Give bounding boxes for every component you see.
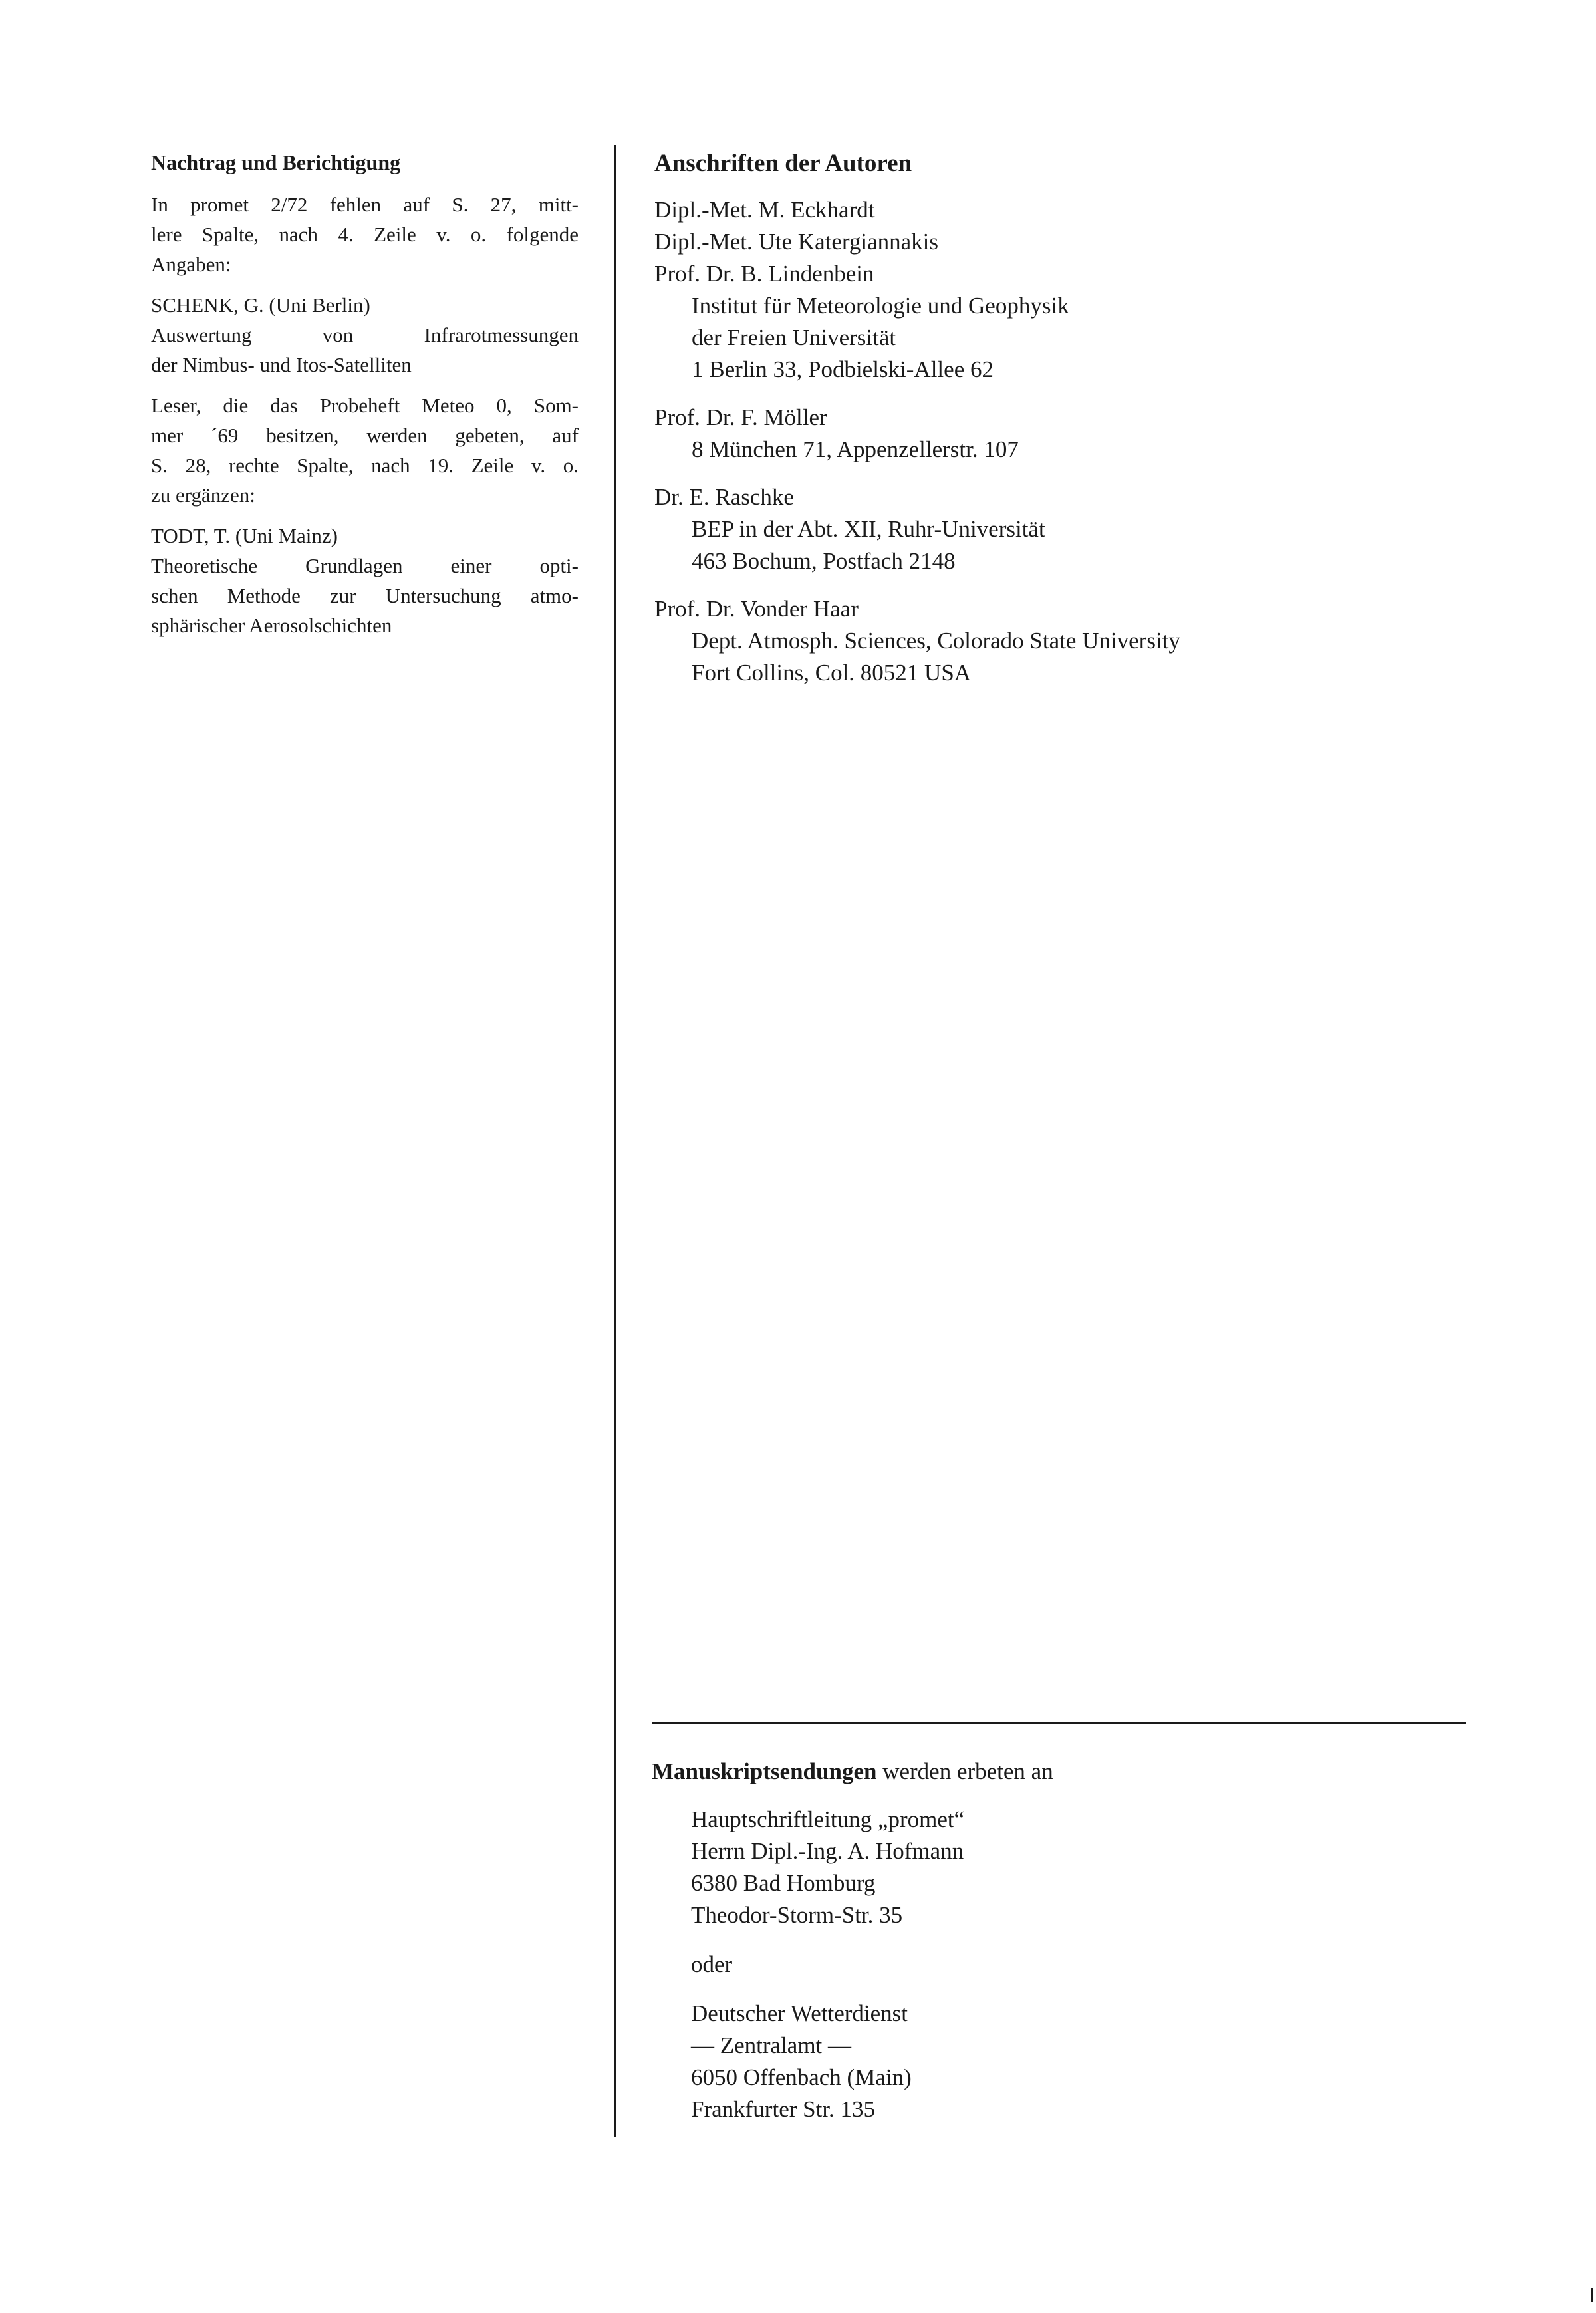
address-line: Deutscher Wetterdienst <box>691 2000 908 2026</box>
author-group-bochum <box>654 481 1472 577</box>
author-address-line: Fort Collins, Col. 80521 USA <box>692 660 972 686</box>
text-line: Leser, die das Probeheft Meteo 0, Som- <box>151 394 579 417</box>
text-line: lere Spalte, nach 4. Zeile v. o. folgende <box>151 223 579 246</box>
entry-title-line: Theoretische Grundlagen einer opti- <box>151 554 579 577</box>
author-group-colorado <box>654 593 1472 689</box>
text-line: S. 28, rechte Spalte, nach 19. Zeile v. o. <box>151 454 579 477</box>
author-name: Prof. Dr. B. Lindenbein <box>654 261 874 287</box>
author-address-line: Dept. Atmosph. Sciences, Colorado State University <box>692 628 1180 654</box>
author-address-line: 8 München 71, Appenzellerstr. 107 <box>692 436 1019 462</box>
text-line: zu ergänzen: <box>151 483 255 507</box>
manuscript-or <box>652 1949 1470 1980</box>
address-line: Frankfurter Str. 135 <box>691 2096 876 2122</box>
manuscript-submissions <box>652 1756 1470 2143</box>
author-address-line: der Freien Universität <box>692 325 896 350</box>
address-line: Theodor-Storm-Str. 35 <box>691 1902 903 1928</box>
entry-author: SCHENK, G. (Uni Berlin) <box>151 293 370 317</box>
text-line: In promet 2/72 fehlen auf S. 27, mitt- <box>151 193 579 216</box>
address-line: — Zentralamt — <box>691 2032 852 2058</box>
author-name: Prof. Dr. F. Möller <box>654 404 827 430</box>
manuscript-address-promet <box>652 1804 1470 1931</box>
corrections-column <box>151 148 579 651</box>
author-name: Dr. E. Raschke <box>654 484 794 510</box>
manuscript-address-dwd <box>652 1998 1470 2125</box>
address-line: 6050 Offenbach (Main) <box>691 2064 912 2090</box>
entry-author: TODT, T. (Uni Mainz) <box>151 524 338 547</box>
entry-title-line: der Nimbus- und Itos-Satelliten <box>151 353 412 376</box>
author-address-line: 1 Berlin 33, Podbielski-Allee 62 <box>692 356 994 382</box>
author-name: Dipl.-Met. M. Eckhardt <box>654 197 875 223</box>
authors-column <box>654 148 1472 705</box>
section-separator <box>652 1722 1466 1724</box>
manuscript-intro <box>652 1756 1470 1788</box>
author-name: Prof. Dr. Vonder Haar <box>654 596 859 622</box>
author-address-line: 463 Bochum, Postfach 2148 <box>692 548 956 574</box>
scan-edge-mark <box>1591 2288 1593 2302</box>
address-line: 6380 Bad Homburg <box>691 1870 876 1896</box>
manuscript-intro-rest: werden erbeten an <box>876 1758 1053 1784</box>
address-line: Herrn Dipl.-Ing. A. Hofmann <box>691 1838 964 1864</box>
corrections-paragraph-1 <box>151 190 579 279</box>
corrections-entry-todt <box>151 521 579 640</box>
author-group-berlin <box>654 194 1472 386</box>
authors-heading: Anschriften der Autoren <box>654 150 912 177</box>
address-line: Hauptschriftleitung „promet“ <box>691 1806 965 1832</box>
column-divider <box>614 145 616 2137</box>
text-line: mer ´69 besitzen, werden gebeten, auf <box>151 424 579 447</box>
entry-title-line: Auswertung von Infrarotmessungen <box>151 323 579 346</box>
text-line: Angaben: <box>151 253 231 276</box>
or-text: oder <box>691 1951 733 1977</box>
author-group-muenchen <box>654 402 1472 466</box>
corrections-entry-schenk <box>151 290 579 380</box>
manuscript-intro-bold: Manuskriptsendungen <box>652 1758 877 1784</box>
author-name: Dipl.-Met. Ute Katergiannakis <box>654 229 939 255</box>
author-address-line: BEP in der Abt. XII, Ruhr-Universität <box>692 516 1045 542</box>
author-address-line: Institut für Meteorologie und Geophysik <box>692 293 1069 319</box>
entry-title-line: schen Methode zur Untersuchung atmo- <box>151 584 579 607</box>
corrections-heading: Nachtrag und Berichtigung <box>151 150 401 174</box>
entry-title-line: sphärischer Aerosolschichten <box>151 614 392 637</box>
corrections-paragraph-2 <box>151 390 579 510</box>
